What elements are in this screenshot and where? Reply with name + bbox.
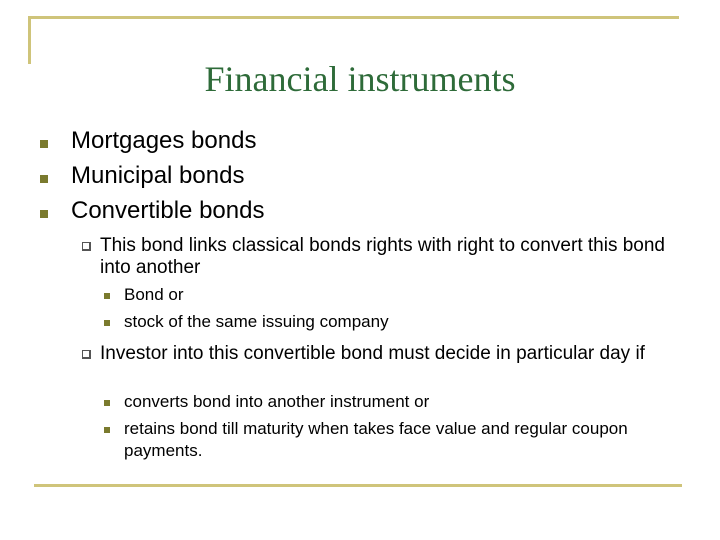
bullet-convertible-bonds: Convertible bonds (71, 197, 265, 224)
sub-bullet-investor-decision: Investor into this convertible bond must decide in particular day if (100, 343, 645, 364)
sub-sub-bullet-marker (104, 427, 110, 433)
sub-bullet-bond-links: This bond links classical bonds rights with right to convert this bond into another (100, 235, 665, 278)
sub-bullet-marker (82, 350, 91, 359)
sub-sub-bullet-stock: stock of the same issuing company (124, 312, 389, 331)
bullet-municipal-bonds: Municipal bonds (71, 162, 245, 189)
sub-sub-bullet-marker (104, 320, 110, 326)
bottom-decorative-rule (34, 484, 682, 487)
bullet-marker (40, 140, 48, 148)
sub-sub-bullet-converts: converts bond into another instrument or (124, 392, 430, 411)
sub-sub-bullet-retains: retains bond till maturity when takes face value and regular coupon payments. (124, 419, 628, 460)
bullet-marker (40, 210, 48, 218)
bullet-marker (40, 175, 48, 183)
slide-title: Financial instruments (204, 59, 516, 99)
top-decorative-rule (28, 16, 679, 19)
left-decorative-rule (28, 16, 31, 64)
sub-bullet-marker (82, 242, 91, 251)
sub-sub-bullet-marker (104, 400, 110, 406)
bullet-mortgages-bonds: Mortgages bonds (71, 127, 257, 154)
sub-sub-bullet-bond-or: Bond or (124, 285, 184, 304)
sub-sub-bullet-marker (104, 293, 110, 299)
